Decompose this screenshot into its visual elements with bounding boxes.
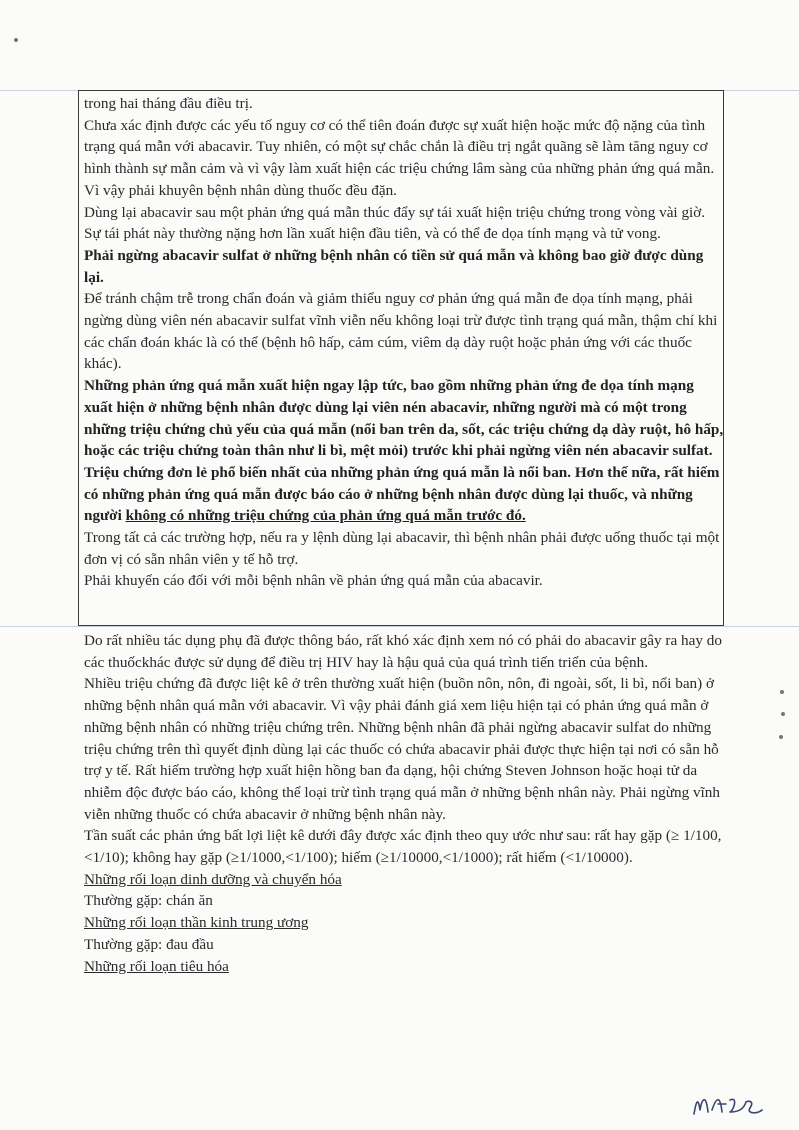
paragraph: trong hai tháng đầu điều trị. — [84, 95, 253, 112]
handwritten-initials — [688, 1088, 768, 1122]
scan-line — [0, 626, 799, 627]
bold-underlined-text: không có những triệu chứng của phản ứng quá mẫn trước đó. — [125, 507, 526, 525]
paragraph: Chưa xác định được các yếu tố nguy cơ có thể tiên đoán được sự xuất hiện hoặc mức độ nặng của tình trạng quá mẫn với abacavir. Tuy nhiên, có một sự chắc chắn là điều trị ngắt quãng sẽ làm tăng nguy cơ hình thành sự mẫn cảm và vì vậy làm xuất hiện các triệu chứng lâm sàng của những phản ứng quá mẫn. Vì vậy phải khuyên bệnh nhân dùng thuốc đều đặn. — [84, 116, 715, 199]
list-item: Thường gặp: chán ăn — [84, 892, 213, 910]
section-heading: Những rối loạn thần kinh trung ương — [84, 914, 309, 932]
paragraph: Nhiều triệu chứng đã được liệt kê ở trên thường xuất hiện (buồn nôn, nôn, đi ngoài, sốt, li bì, nổi ban) ở những bệnh nhân quá mẫn với abacavir. Vì vậy phải đánh giá xem liệu hiện tại có phản ứng quá mẫn ở những bệnh nhân có những triệu chứng trên. Những bệnh nhân đã phải ngừng abacavir sulfat do những triệu chứng trên thì quyết định dùng lại các thuốc có chứa abacavir phải được thực hiện tại nơi có sẵn hỗ trợ y tế. Rất hiếm trường hợp xuất hiện hồng ban đa dạng, hội chứng Steven Johnson hoặc hoại tử da nhiễm độc được báo cáo, không thể loại trừ tình trạng quá mẫn ở những bệnh nhân này. Phải ngừng vĩnh viễn những thuốc có chứa abacavir ở những bệnh nhân này. — [84, 675, 720, 823]
bold-text: Phải ngừng abacavir sulfat ở những bệnh nhân có tiền sử quá mẫn và không bao giờ được dùng lại. — [84, 246, 704, 286]
paragraph: Tần suất các phản ứng bất lợi liệt kê dưới đây được xác định theo quy ước như sau: rất hay gặp (≥ 1/100,<1/10); không hay gặp (≥1/1000,<1/100); hiếm (≥1/10000,<1/1000); rất hiếm (<1/10000). — [84, 827, 722, 867]
section-heading: Những rối loạn tiêu hóa — [84, 957, 229, 975]
bold-text: Những phản ứng quá mẫn xuất hiện ngay lập tức, bao gồm những phản ứng đe dọa tính mạng xuất hiện ở những bệnh nhân được dùng lại viên nén abacavir, những người mà có một trong những triệu chứng chủ yếu của quá mẫn (nổi ban trên da, sốt, các triệu chứng dạ dày ruột, hô hấp, hoặc các triệu chứng toàn thân như li bì, mệt mỏi) trước khi phải ngừng viên nén abacavir sulfat. Triệu chứng đơn lẻ phổ biến nhất của những phản ứng quá mẫn là nổi ban. Hơn thế nữa, rất hiếm có những phản ứng quá mẫn được báo cáo ở những bệnh nhân được dùng lại thuốc, và những người — [84, 377, 724, 525]
bold-paragraph — [84, 245, 724, 288]
scan-speck — [779, 735, 783, 739]
boxed-warning-text — [84, 93, 724, 592]
scan-speck — [780, 690, 784, 694]
list-item: Thường gặp: đau đầu — [84, 935, 214, 953]
paragraph: Dùng lại abacavir sau một phản ứng quá mẫn thúc đẩy sự tái xuất hiện triệu chứng trong vòng vài giờ. Sự tái phát này thường nặng hơn lần xuất hiện đầu tiên, và có thể đe dọa tính mạng và tử vong. — [84, 203, 706, 243]
paragraph: Do rất nhiều tác dụng phụ đã được thông báo, rất khó xác định xem nó có phải do abacavir gây ra hay do các thuốckhác được sử dụng để điều trị HIV hay là hậu quả của quá trình tiến triển của bệnh. — [84, 632, 722, 671]
paragraph: Trong tất cả các trường hợp, nếu ra y lệnh dùng lại abacavir, thì bệnh nhân phải được uống thuốc tại một đơn vị có sẵn nhân viên y tế hỗ trợ. — [84, 529, 720, 568]
paragraph: Để tránh chậm trễ trong chẩn đoán và giảm thiểu nguy cơ phản ứng quá mẫn đe dọa tính mạng, phải ngừng dùng viên nén abacavir sulfat vĩnh viễn nếu không loại trừ được tình trạng quá mẫn, thậm chí khi các chẩn đoán khác là có thể (bệnh hô hấp, cảm cúm, viêm dạ dày ruột hoặc phản ứng với các thuốc khác). — [84, 290, 718, 373]
paragraph: Phải khuyến cáo đối với mỗi bệnh nhân về phản ứng quá mẫn của abacavir. — [84, 572, 543, 590]
scan-speck — [14, 38, 18, 42]
body-text — [84, 630, 724, 977]
scan-speck — [781, 712, 785, 716]
bold-paragraph — [84, 375, 724, 527]
section-heading: Những rối loạn dinh dưỡng và chuyển hóa — [84, 870, 342, 888]
